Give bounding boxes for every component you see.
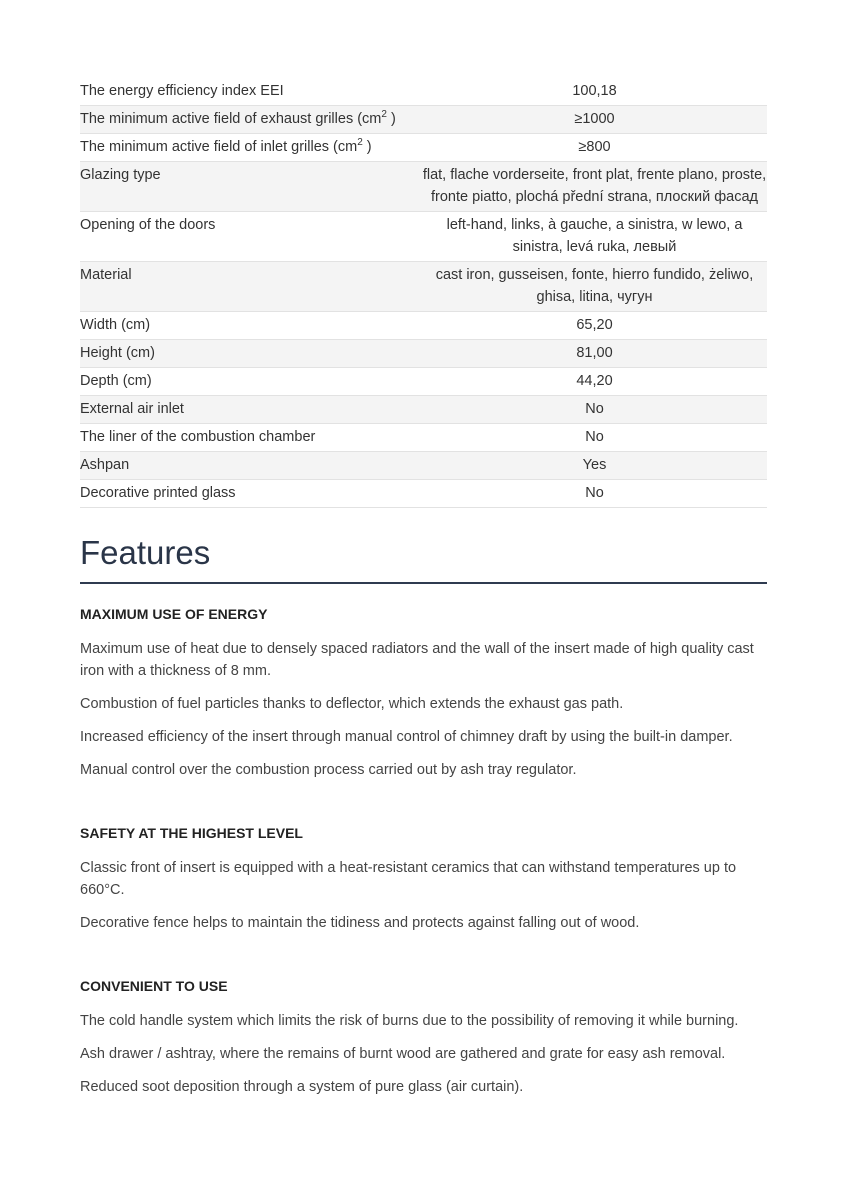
spec-label: Depth (cm): [80, 368, 422, 396]
spec-label: The energy efficiency index EEI: [80, 78, 422, 106]
spec-value: 100,18: [422, 78, 767, 106]
spec-value: ≥800: [422, 134, 767, 162]
spec-value: 44,20: [422, 368, 767, 396]
section-paragraph: Reduced soot deposition through a system of pure glass (air curtain).: [80, 1079, 524, 1095]
spec-value: flat, flache vorderseite, front plat, frente plano, proste, fronte piatto, plochá přední strana, плоский фасад: [422, 162, 767, 212]
spec-row: [80, 262, 767, 312]
spec-row: [80, 78, 767, 106]
feature-section-convenience: [80, 978, 767, 1098]
spec-value: No: [422, 396, 767, 424]
feature-section-safety: [80, 825, 767, 934]
spec-label: External air inlet: [80, 396, 422, 424]
spec-row: [80, 340, 767, 368]
spec-label-text: The minimum active field of inlet grilles (cm: [80, 139, 358, 155]
spec-label: Opening of the doors: [80, 212, 422, 262]
spec-row: [80, 396, 767, 424]
spec-label: Material: [80, 262, 422, 312]
spec-value: cast iron, gusseisen, fonte, hierro fundido, żeliwo, ghisa, litina, чугун: [422, 262, 767, 312]
spec-row: [80, 212, 767, 262]
specifications-table: [80, 78, 767, 508]
spec-label: The liner of the combustion chamber: [80, 424, 422, 452]
section-paragraph: Maximum use of heat due to densely spaced radiators and the wall of the insert made of high quality cast iron with a thickness of 8 mm.: [80, 641, 754, 679]
spec-value: Yes: [422, 452, 767, 480]
spec-label: Height (cm): [80, 340, 422, 368]
section-paragraph: Ash drawer / ashtray, where the remains of burnt wood are gathered and grate for easy ash removal.: [80, 1046, 726, 1062]
section-paragraph: Manual control over the combustion process carried out by ash tray regulator.: [80, 762, 577, 778]
spec-value: No: [422, 424, 767, 452]
section-paragraph: Increased efficiency of the insert through manual control of chimney draft by using the built-in damper.: [80, 729, 733, 745]
spec-row: [80, 162, 767, 212]
section-paragraph: Decorative fence helps to maintain the tidiness and protects against falling out of wood.: [80, 915, 640, 931]
spec-label: Decorative printed glass: [80, 480, 422, 508]
spec-row: [80, 134, 767, 162]
spec-row: [80, 368, 767, 396]
section-heading: MAXIMUM USE OF ENERGY: [80, 606, 268, 622]
spec-row: [80, 106, 767, 134]
section-paragraph: Combustion of fuel particles thanks to deflector, which extends the exhaust gas path.: [80, 696, 624, 712]
section-paragraph: Classic front of insert is equipped with a heat-resistant ceramics that can withstand temperatures up to 660°C.: [80, 860, 737, 898]
spec-value: left-hand, links, à gauche, a sinistra, w lewo, a sinistra, levá ruka, левый: [422, 212, 767, 262]
spec-label-superscript: 2: [357, 137, 363, 149]
spec-value: No: [422, 480, 767, 508]
spec-label-suffix: ): [386, 111, 396, 127]
spec-row: [80, 312, 767, 340]
spec-value: 81,00: [422, 340, 767, 368]
section-heading: CONVENIENT TO USE: [80, 978, 228, 994]
spec-label: Glazing type: [80, 162, 422, 212]
spec-label-suffix: ): [362, 139, 372, 155]
spec-row: [80, 452, 767, 480]
feature-section-energy: [80, 606, 767, 781]
spec-value: 65,20: [422, 312, 767, 340]
spec-label: [80, 106, 422, 134]
spec-value: ≥1000: [422, 106, 767, 134]
spec-label: Width (cm): [80, 312, 422, 340]
section-paragraph: The cold handle system which limits the risk of burns due to the possibility of removing it while burning.: [80, 1013, 739, 1029]
spec-row: [80, 424, 767, 452]
spec-label: Ashpan: [80, 452, 422, 480]
spec-label: [80, 134, 422, 162]
section-heading: SAFETY AT THE HIGHEST LEVEL: [80, 825, 303, 841]
spec-row: [80, 480, 767, 508]
spec-label-superscript: 2: [381, 109, 387, 121]
document-page: [80, 78, 767, 1109]
features-heading: Features: [80, 534, 767, 584]
spec-label-text: The minimum active field of exhaust grilles (cm: [80, 111, 382, 127]
